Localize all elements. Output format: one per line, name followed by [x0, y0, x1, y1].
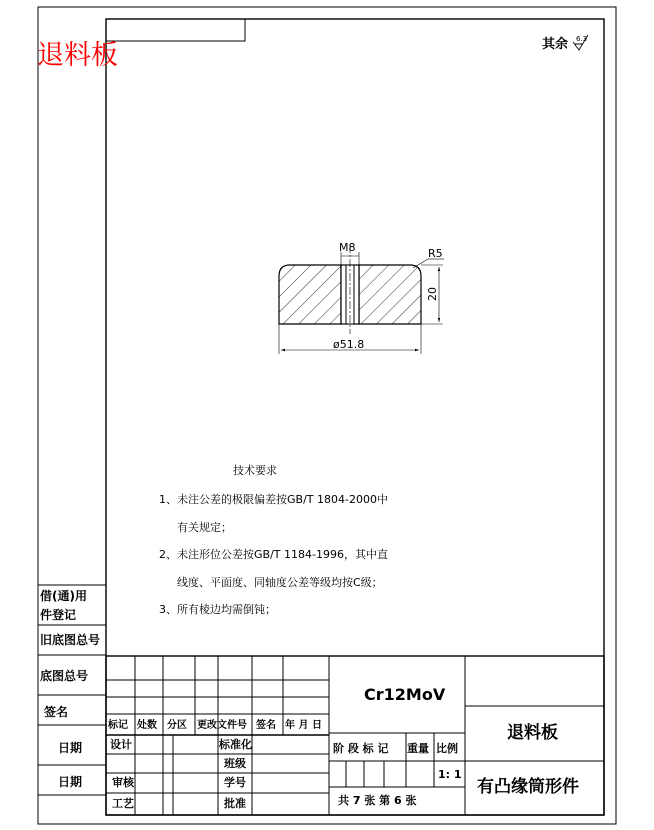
- student-no-label: 学号: [224, 776, 246, 789]
- tech-requirements: [159, 463, 388, 616]
- rev-header-date: 年 月 日: [285, 720, 322, 731]
- dim-r5-label: R5: [428, 247, 443, 260]
- design-label: 设计: [110, 738, 132, 751]
- old-drawing-no: 旧底图总号: [40, 633, 101, 647]
- rev-header-count: 处数: [137, 720, 157, 731]
- roughness-value: 6.3: [576, 35, 588, 43]
- scale-header: 比例: [436, 742, 458, 755]
- tech-item-2: 2、未注形位公差按GB/T 1184-1996，其中直: [159, 548, 388, 561]
- drawing-title: 有凸缘筒形件: [477, 777, 579, 797]
- tech-item-1: 1、未注公差的极限偏差按GB/T 1804-2000中: [159, 493, 388, 506]
- dim-dia-label: ø51.8: [333, 338, 365, 351]
- roughness-note: [542, 35, 588, 52]
- roughness-prefix: 其余: [542, 37, 569, 52]
- outer-border: [38, 7, 616, 824]
- stage-header: 阶 段 标 记: [333, 742, 389, 755]
- part-section-view: [279, 241, 444, 354]
- rev-header-mark: 标记: [108, 720, 128, 731]
- weight-header: 重量: [407, 742, 429, 755]
- scale-value: 1: 1: [438, 768, 462, 781]
- date-label-2: 日期: [58, 775, 83, 789]
- section-right: [359, 265, 421, 324]
- rev-header-docno: 更改文件号: [197, 720, 247, 731]
- date-label-1: 日期: [58, 741, 83, 755]
- tech-item-2b: 线度、平面度、同轴度公差等级均按C级；: [177, 576, 383, 589]
- code-box: [106, 19, 245, 41]
- rev-header-zone: 分区: [167, 720, 187, 731]
- base-drawing-no: 底图总号: [40, 669, 89, 683]
- borrow-register-2: 件登记: [40, 608, 77, 622]
- signature-label: 签名: [44, 705, 69, 719]
- borrow-register-1: 借(通)用: [40, 589, 87, 603]
- stamp-label: 退料板: [37, 40, 118, 71]
- material-label: Cr12MoV: [364, 685, 446, 704]
- tech-item-1b: 有关规定；: [177, 521, 232, 534]
- process-label: 工艺: [112, 797, 134, 810]
- dim-20-label: 20: [426, 287, 439, 301]
- dim-r5-leader: [413, 259, 428, 268]
- part-name: 退料板: [507, 723, 558, 743]
- rev-header-sign: 签名: [256, 720, 276, 731]
- approve-label: 批准: [224, 797, 246, 810]
- tech-item-3: 3、所有棱边均需倒钝；: [159, 603, 276, 616]
- review-label: 审核: [112, 776, 134, 789]
- section-left: [279, 265, 341, 324]
- standardize-label: 标准化: [219, 738, 252, 751]
- dim-m8-label: M8: [339, 241, 356, 254]
- class-label: 班级: [224, 757, 246, 770]
- tech-heading: 技术要求: [233, 464, 277, 477]
- sheet-count: 共 7 张 第 6 张: [338, 794, 417, 807]
- inner-frame: [106, 19, 604, 815]
